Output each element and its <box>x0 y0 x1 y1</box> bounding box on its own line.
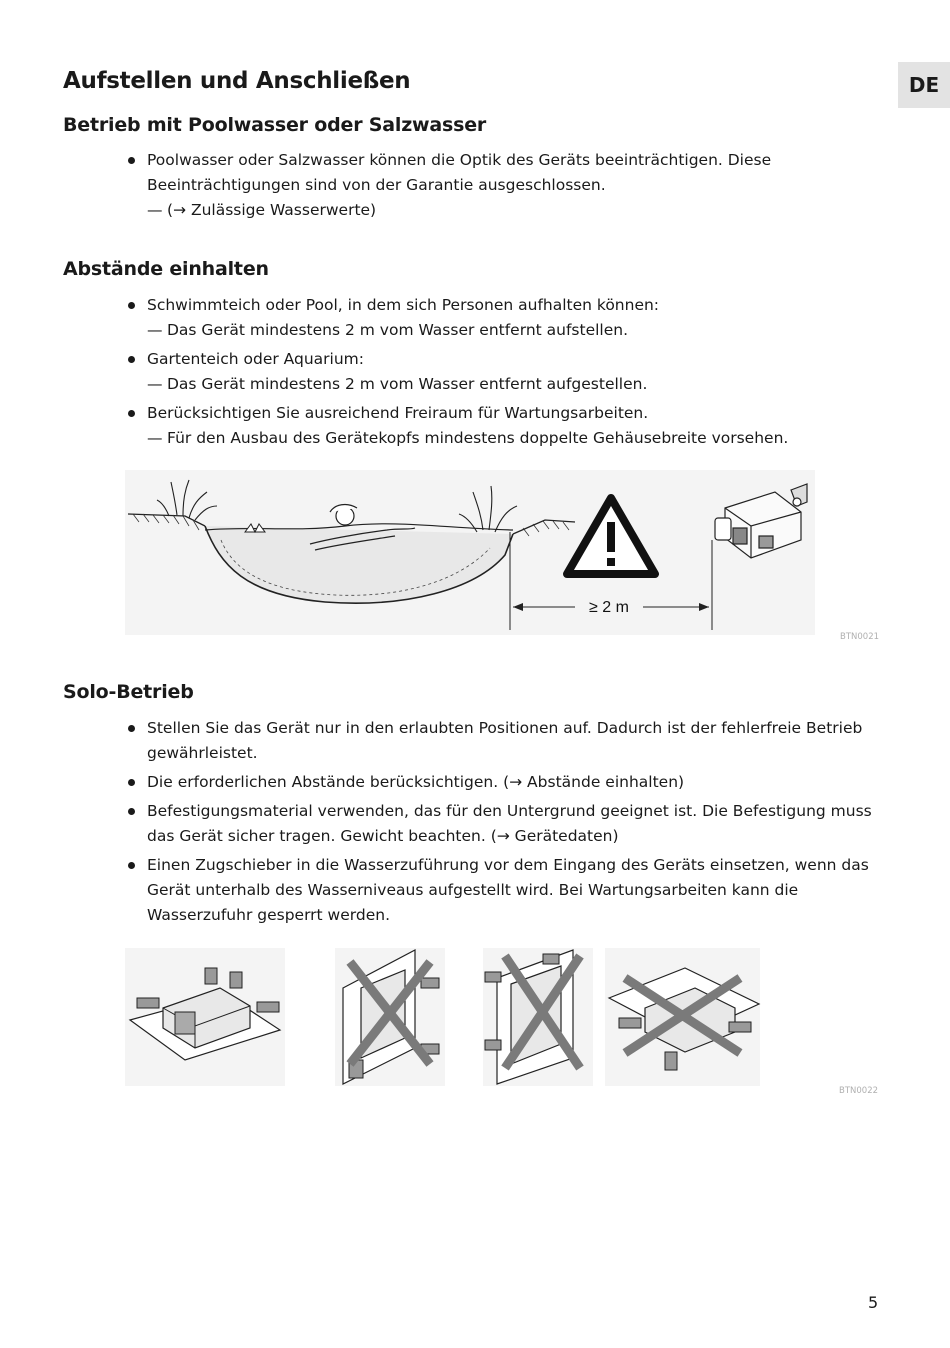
pool-list <box>127 148 887 227</box>
page-number: 5 <box>868 1293 879 1312</box>
list-item <box>127 853 887 928</box>
section-heading-distances: Abstände einhalten <box>63 258 269 280</box>
list-item-text: Die erforderlichen Abstände berücksichtigen. (→ Abstände einhalten) <box>147 773 685 791</box>
forbidden-position-vertical <box>483 948 593 1086</box>
list-item <box>127 148 887 223</box>
solo-list <box>127 716 887 932</box>
section-heading-solo: Solo-Betrieb <box>63 681 194 703</box>
page-title: Aufstellen und Anschließen <box>63 68 411 94</box>
language-tab: DE <box>898 62 950 108</box>
list-item-sub: — Das Gerät mindestens 2 m vom Wasser entfernt aufstellen. <box>147 318 887 343</box>
list-item <box>127 293 887 343</box>
allowed-position-floor <box>125 948 285 1086</box>
section-heading-pool: Betrieb mit Poolwasser oder Salzwasser <box>63 114 487 136</box>
list-item <box>127 770 887 795</box>
figure-code: BTN0022 <box>839 1086 879 1096</box>
dimension-label: ≥ 2 m <box>589 599 629 616</box>
mounting-positions-illustration <box>125 948 765 1088</box>
list-item-text: Einen Zugschieber in die Wasserzuführung vor dem Eingang des Geräts einsetzen, wenn das Gerät unterhalb des Wasserniveaus aufgestellt wird. Bei Wartungsarbeiten kann die Wasserzufuhr gesperrt werden. <box>147 856 869 924</box>
list-item <box>127 347 887 397</box>
list-item-text: Befestigungsmaterial verwenden, das für den Untergrund geeignet ist. Die Befestigung muss das Gerät sicher tragen. Gewicht beachten. (→ Gerätedaten) <box>147 802 872 845</box>
list-item-sub: — Für den Ausbau des Gerätekopfs mindestens doppelte Gehäusebreite vorsehen. <box>147 426 887 451</box>
list-item-text: Gartenteich oder Aquarium: <box>147 350 364 368</box>
list-item-text: Schwimmteich oder Pool, in dem sich Personen aufhalten können: <box>147 296 660 314</box>
list-item <box>127 401 887 451</box>
forbidden-position-wall <box>335 948 445 1086</box>
list-item-sub: — Das Gerät mindestens 2 m vom Wasser entfernt aufgestellen. <box>147 372 887 397</box>
distance-illustration <box>125 470 815 635</box>
list-item-text: Poolwasser oder Salzwasser können die Optik des Geräts beeinträchtigen. Diese Beeinträchtigungen sind von der Garantie ausgeschlossen. <box>147 151 772 194</box>
list-item <box>127 799 887 849</box>
figure-code: BTN0021 <box>840 632 880 642</box>
forbidden-position-ceiling <box>605 948 760 1086</box>
list-item <box>127 716 887 766</box>
distances-list <box>127 293 887 455</box>
list-item-sub: — (→ Zulässige Wasserwerte) <box>147 198 887 223</box>
list-item-text: Stellen Sie das Gerät nur in den erlaubten Positionen auf. Dadurch ist der fehlerfreie Betrieb gewährleistet. <box>147 719 863 762</box>
list-item-text: Berücksichtigen Sie ausreichend Freiraum für Wartungsarbeiten. <box>147 404 649 422</box>
